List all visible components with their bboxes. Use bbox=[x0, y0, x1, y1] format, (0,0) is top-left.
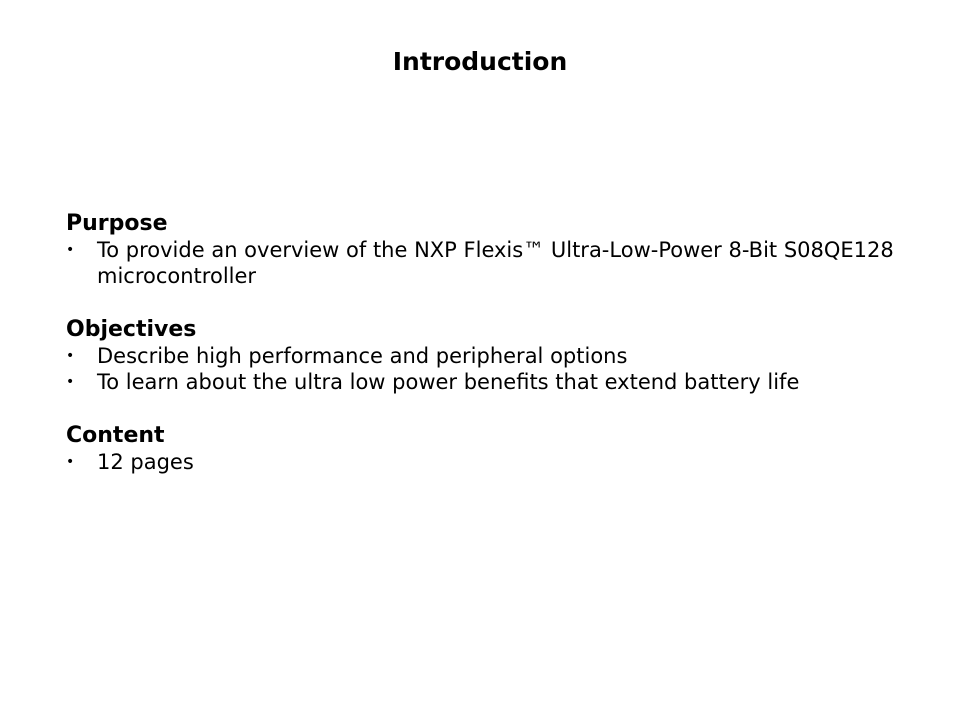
bullet-icon: • bbox=[66, 348, 75, 364]
list-item bbox=[66, 449, 896, 475]
bullet-text: 12 pages bbox=[97, 450, 194, 474]
content-section bbox=[66, 422, 896, 475]
slide-body bbox=[66, 210, 896, 502]
purpose-list bbox=[66, 237, 896, 289]
bullet-text: To learn about the ultra low power benefits that extend battery life bbox=[97, 370, 800, 394]
purpose-heading: Purpose bbox=[66, 211, 168, 236]
list-item bbox=[66, 343, 896, 369]
list-item bbox=[66, 369, 896, 395]
bullet-icon: • bbox=[66, 242, 75, 258]
list-item bbox=[66, 237, 896, 289]
bullet-icon: • bbox=[66, 454, 75, 470]
objectives-heading: Objectives bbox=[66, 317, 197, 342]
bullet-icon: • bbox=[66, 374, 75, 390]
objectives-list bbox=[66, 343, 896, 395]
content-heading: Content bbox=[66, 423, 165, 448]
purpose-section bbox=[66, 210, 896, 289]
slide-title: Introduction bbox=[392, 47, 568, 76]
content-list bbox=[66, 449, 896, 475]
objectives-section bbox=[66, 316, 896, 395]
bullet-text: Describe high performance and peripheral options bbox=[97, 344, 628, 368]
bullet-text: To provide an overview of the NXP Flexis™ Ultra-Low-Power 8-Bit S08QE128 microcontroller bbox=[97, 238, 894, 288]
